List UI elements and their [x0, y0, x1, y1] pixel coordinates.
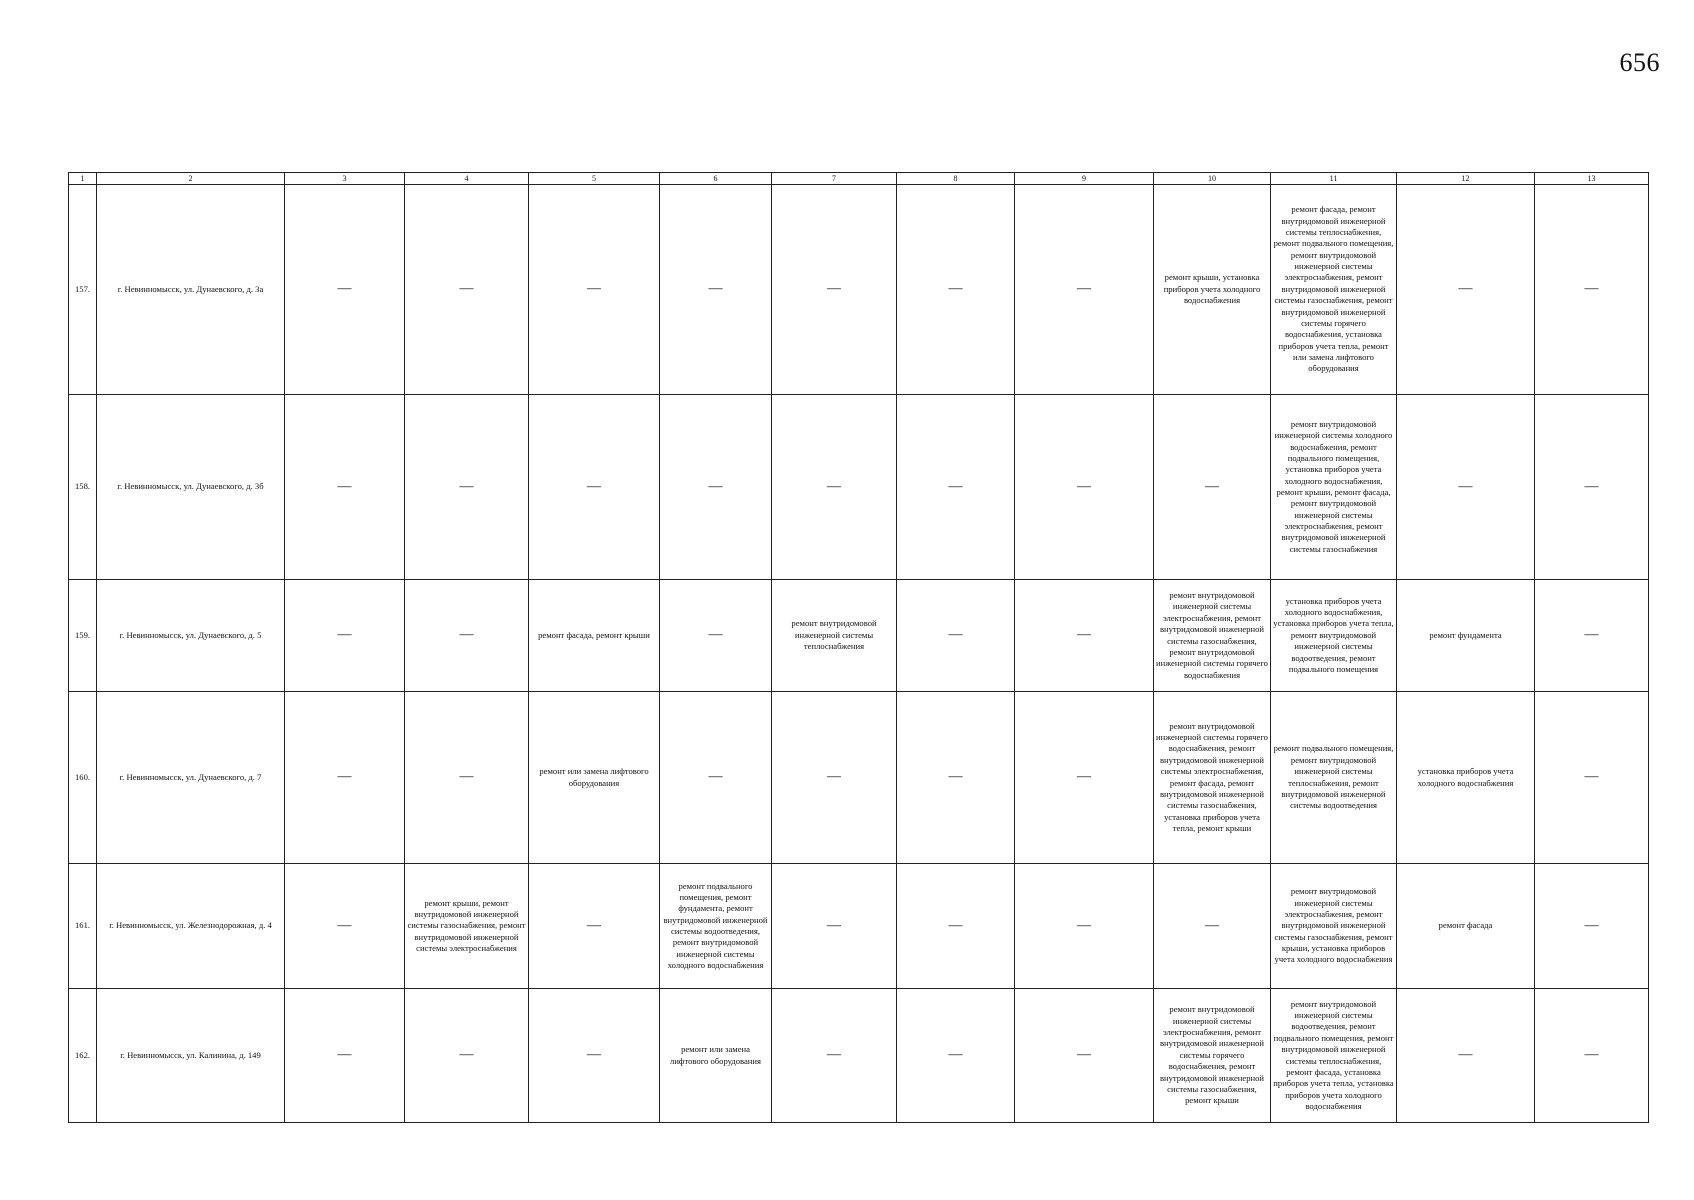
column-header: 12: [1397, 173, 1535, 185]
row-number: 161.: [69, 864, 97, 989]
table-cell: —: [1397, 395, 1535, 580]
table-cell: ремонт фасада, ремонт внутридомовой инженерной системы теплоснабжения, ремонт подвального помещения, ремонт внутридомовой инженерной системы электроснабжения, ремонт внутридомовой инженерной системы газоснабжения, ремонт внутридомовой инженерной системы горячего водоснабжения, установка приборов учета тепла, ремонт или замена лифтового оборудования: [1271, 185, 1397, 395]
table-cell: —: [405, 395, 529, 580]
table-cell: —: [1154, 395, 1271, 580]
table-cell: —: [897, 395, 1015, 580]
table-cell: ремонт фасада: [1397, 864, 1535, 989]
table-cell: —: [285, 692, 405, 864]
table-cell: —: [1535, 692, 1649, 864]
table-cell: —: [660, 580, 772, 692]
address-cell: г. Невинномысск, ул. Дунаевского, д. 3б: [97, 395, 285, 580]
table-cell: —: [405, 580, 529, 692]
table-cell: ремонт подвального помещения, ремонт фундамента, ремонт внутридомовой инженерной системы водоотведения, ремонт внутридомовой инженерной системы холодного водоснабжения: [660, 864, 772, 989]
table-cell: —: [660, 692, 772, 864]
table-cell: ремонт внутридомовой инженерной системы электроснабжения, ремонт внутридомовой инженерной системы газоснабжения, ремонт крыши, установка приборов учета холодного водоснабжения: [1271, 864, 1397, 989]
repair-schedule-table: [68, 172, 1649, 1123]
table-cell: —: [1535, 864, 1649, 989]
address-cell: г. Невинномысск, ул. Железнодорожная, д. 4: [97, 864, 285, 989]
table-row: [69, 580, 1649, 692]
address-cell: г. Невинномысск, ул. Калинина, д. 149: [97, 989, 285, 1123]
row-number: 159.: [69, 580, 97, 692]
table-cell: —: [897, 989, 1015, 1123]
address-cell: г. Невинномысск, ул. Дунаевского, д. 3а: [97, 185, 285, 395]
column-header: 6: [660, 173, 772, 185]
table-cell: установка приборов учета холодного водоснабжения: [1397, 692, 1535, 864]
row-number: 160.: [69, 692, 97, 864]
column-header: 2: [97, 173, 285, 185]
table-row: [69, 185, 1649, 395]
table-cell: ремонт или замена лифтового оборудования: [529, 692, 660, 864]
column-header: 11: [1271, 173, 1397, 185]
table-cell: ремонт крыши, установка приборов учета холодного водоснабжения: [1154, 185, 1271, 395]
column-header: 9: [1015, 173, 1154, 185]
table-cell: —: [772, 989, 897, 1123]
table-cell: ремонт фундамента: [1397, 580, 1535, 692]
table-cell: —: [1015, 864, 1154, 989]
table-cell: —: [772, 864, 897, 989]
table-cell: ремонт внутридомовой инженерной системы электроснабжения, ремонт внутридомовой инженерной системы газоснабжения, ремонт внутридомовой инженерной системы горячего водоснабжения: [1154, 580, 1271, 692]
table-cell: —: [529, 864, 660, 989]
table-cell: —: [660, 395, 772, 580]
row-number: 158.: [69, 395, 97, 580]
table-row: [69, 989, 1649, 1123]
table-cell: —: [285, 864, 405, 989]
table-cell: —: [1015, 989, 1154, 1123]
table-cell: установка приборов учета холодного водоснабжения, установка приборов учета тепла, ремонт внутридомовой инженерной системы водоотведения, ремонт подвального помещения: [1271, 580, 1397, 692]
table-cell: —: [405, 989, 529, 1123]
column-header: 8: [897, 173, 1015, 185]
table-cell: —: [285, 395, 405, 580]
table-cell: ремонт внутридомовой инженерной системы горячего водоснабжения, ремонт внутридомовой инженерной системы электроснабжения, ремонт фасада, ремонт внутридомовой инженерной системы газоснабжения, установка приборов учета тепла, ремонт крыши: [1154, 692, 1271, 864]
table-cell: ремонт внутридомовой инженерной системы водоотведения, ремонт подвального помещения, ремонт внутридомовой инженерной системы теплоснабжения, ремонт фасада, установка приборов учета тепла, установка приборов учета холодного водоснабжения: [1271, 989, 1397, 1123]
column-header: 3: [285, 173, 405, 185]
table-cell: —: [1397, 989, 1535, 1123]
column-header: 1: [69, 173, 97, 185]
table-cell: —: [897, 580, 1015, 692]
table-cell: ремонт или замена лифтового оборудования: [660, 989, 772, 1123]
table-cell: —: [1535, 185, 1649, 395]
table-cell: —: [1015, 692, 1154, 864]
table-cell: —: [405, 185, 529, 395]
column-header: 5: [529, 173, 660, 185]
table-row: [69, 864, 1649, 989]
table-cell: —: [1015, 185, 1154, 395]
table-cell: —: [1535, 580, 1649, 692]
table-cell: —: [660, 185, 772, 395]
row-number: 162.: [69, 989, 97, 1123]
table-row: [69, 692, 1649, 864]
table-cell: —: [1015, 580, 1154, 692]
table-cell: —: [772, 692, 897, 864]
table-cell: —: [1015, 395, 1154, 580]
table-cell: —: [897, 692, 1015, 864]
table-cell: —: [772, 185, 897, 395]
table-cell: —: [1397, 185, 1535, 395]
table-cell: —: [285, 989, 405, 1123]
row-number: 157.: [69, 185, 97, 395]
table-cell: —: [897, 864, 1015, 989]
table-cell: ремонт крыши, ремонт внутридомовой инженерной системы газоснабжения, ремонт внутридомовой инженерной системы электроснабжения: [405, 864, 529, 989]
page-number: 656: [1619, 48, 1660, 77]
address-cell: г. Невинномысск, ул. Дунаевского, д. 5: [97, 580, 285, 692]
table-cell: —: [285, 580, 405, 692]
table-cell: —: [285, 185, 405, 395]
table-cell: ремонт подвального помещения, ремонт внутридомовой инженерной системы теплоснабжения, ремонт внутридомовой инженерной системы водоотведения: [1271, 692, 1397, 864]
table-cell: —: [897, 185, 1015, 395]
column-header: 7: [772, 173, 897, 185]
table-cell: —: [772, 395, 897, 580]
table-cell: —: [1535, 989, 1649, 1123]
table-row: [69, 395, 1649, 580]
table-cell: —: [529, 395, 660, 580]
address-cell: г. Невинномысск, ул. Дунаевского, д. 7: [97, 692, 285, 864]
table-cell: ремонт внутридомовой инженерной системы холодного водоснабжения, ремонт подвального помещения, установка приборов учета холодного водоснабжения, ремонт крыши, ремонт фасада, ремонт внутридомовой инженерной системы электроснабжения, ремонт внутридомовой инженерной системы газоснабжения: [1271, 395, 1397, 580]
column-header: 4: [405, 173, 529, 185]
table-cell: —: [1154, 864, 1271, 989]
table-cell: —: [405, 692, 529, 864]
column-number-row: [69, 173, 1649, 185]
table-cell: ремонт фасада, ремонт крыши: [529, 580, 660, 692]
table-cell: —: [1535, 395, 1649, 580]
column-header: 10: [1154, 173, 1271, 185]
table-cell: —: [529, 989, 660, 1123]
column-header: 13: [1535, 173, 1649, 185]
table-cell: ремонт внутридомовой инженерной системы теплоснабжения: [772, 580, 897, 692]
table-cell: —: [529, 185, 660, 395]
table-cell: ремонт внутридомовой инженерной системы электроснабжения, ремонт внутридомовой инженерной системы горячего водоснабжения, ремонт внутридомовой инженерной системы газоснабжения, ремонт крыши: [1154, 989, 1271, 1123]
